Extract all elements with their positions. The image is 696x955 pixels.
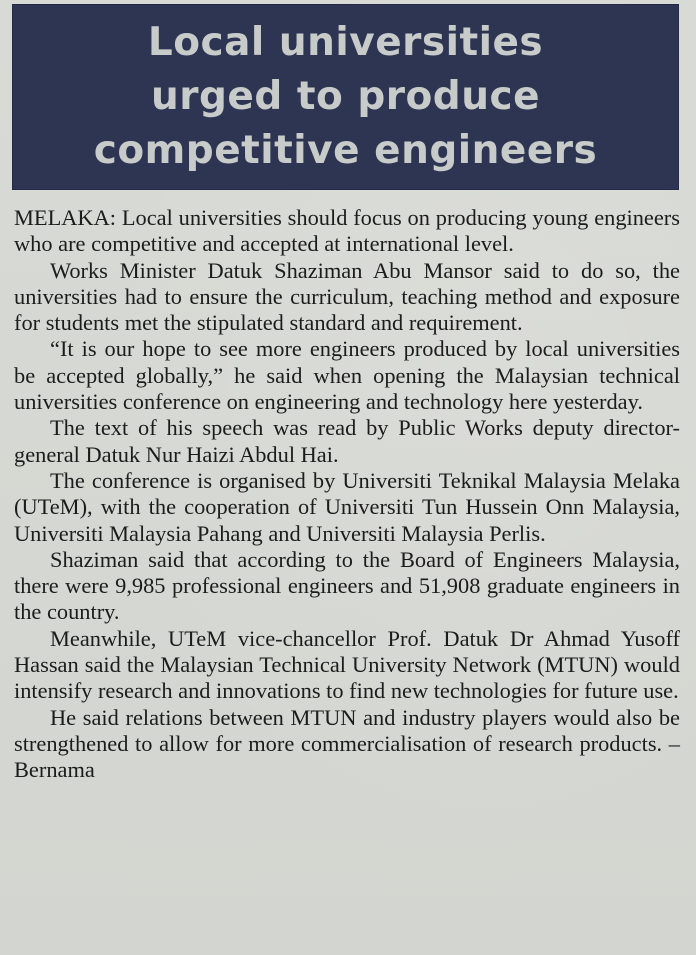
headline-line-1: Local universities	[147, 20, 544, 65]
article-paragraph-7: Meanwhile, UTeM vice-chancellor Prof. Datuk Dr Ahmad Yusoff Hassan said the Malaysian Technical University Network (MTUN) would intensify research and innovations to find new technologies for future use.	[14, 625, 680, 704]
article-paragraph-4: The text of his speech was read by Public Works deputy director-general Datuk Nur Haizi Abdul Hai.	[14, 415, 680, 467]
article-paragraph-3: “It is our hope to see more engineers produced by local universities be accepted globally,” he said when opening the Malaysian technical universities conference on engineering and technology here yesterday.	[14, 336, 680, 415]
dateline: MELAKA:	[14, 205, 116, 230]
article-paragraph-5: The conference is organised by Universiti Teknikal Malaysia Melaka (UTeM), with the cooperation of Universiti Tun Hussein Onn Malaysia, Universiti Malaysia Pahang and Universiti Malaysia Perlis.	[14, 467, 680, 546]
article-paragraph-8: He said relations between MTUN and industry players would also be strengthened to allow for more commercialisation of research products. – Bernama	[14, 704, 680, 783]
headline-banner	[12, 4, 679, 190]
article-paragraph-2: Works Minister Datuk Shaziman Abu Mansor said to do so, the universities had to ensure the curriculum, teaching method and exposure for students met the stipulated standard and requirement.	[14, 257, 680, 336]
article-paragraph-1	[14, 205, 680, 258]
headline-line-2: urged to produce	[150, 74, 541, 119]
article-body	[14, 205, 680, 784]
article-paragraph-6: Shaziman said that according to the Board of Engineers Malaysia, there were 9,985 professional engineers and 51,908 graduate engineers in the country.	[14, 546, 680, 625]
lead-text: Local universities should focus on producing young engineers who are competitive and accepted at international level.	[14, 205, 680, 257]
headline-line-3: competitive engineers	[93, 128, 598, 173]
